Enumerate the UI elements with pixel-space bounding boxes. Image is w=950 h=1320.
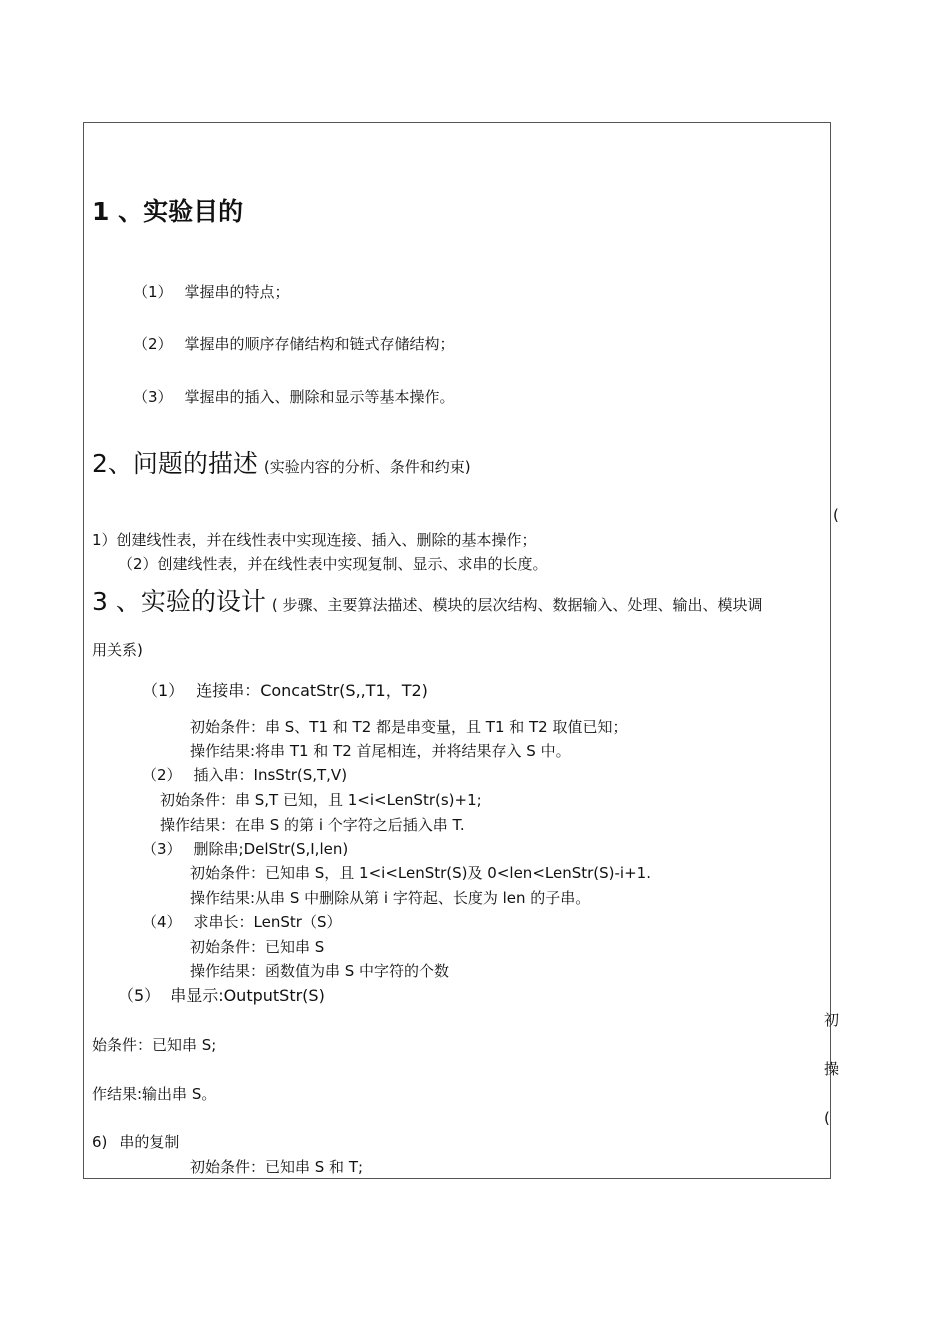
op4-result: 操作结果：函数值为串 S 中字符的个数	[190, 962, 450, 980]
op1-title: （1） 连接串：ConcatStr(S,,T1，T2)	[142, 681, 428, 700]
margin-fragment-chu: 初	[824, 1011, 840, 1029]
s2-line-1: 1）创建线性表，并在线性表中实现连接、插入、删除的基本操作；	[92, 531, 537, 549]
margin-fragment-paren-2: (	[824, 1109, 830, 1127]
op1-result: 操作结果:将串 T1 和 T2 首尾相连，并将结果存入 S 中。	[190, 742, 571, 760]
op4-condition: 初始条件：已知串 S	[190, 938, 325, 956]
op4-title: （4） 求串长：LenStr（S）	[142, 913, 342, 931]
s1-item-1: （1） 掌握串的特点；	[133, 283, 290, 301]
op3-result: 操作结果:从串 S 中删除从第 i 字符起、长度为 len 的子串。	[190, 889, 591, 907]
op5-result: 作结果:输出串 S。	[92, 1085, 217, 1103]
op5-title: （5） 串显示:OutputStr(S)	[118, 986, 325, 1005]
section-1-heading: 1 、实验目的	[92, 197, 244, 226]
margin-fragment-cao: 操	[824, 1060, 840, 1078]
s1-item-2: （2） 掌握串的顺序存储结构和链式存储结构；	[133, 335, 455, 353]
op6-title: 6) 串的复制	[92, 1133, 180, 1151]
section-3-heading: 3 、实验的设计 ( 步骤、主要算法描述、模块的层次结构、数据输入、处理、输出、模块调	[92, 587, 763, 616]
op3-title: （3） 删除串;DelStr(S,I,len)	[142, 840, 349, 858]
section-2-heading: 2、问题的描述 (实验内容的分析、条件和约束)	[92, 449, 471, 478]
margin-fragment-paren-1: (	[833, 506, 839, 524]
section-3-subheading-cont: 用关系)	[92, 641, 143, 659]
op2-result: 操作结果：在串 S 的第 i 个字符之后插入串 T.	[160, 816, 465, 834]
s1-item-3: （3） 掌握串的插入、删除和显示等基本操作。	[133, 388, 455, 406]
op6-condition: 初始条件：已知串 S 和 T;	[190, 1158, 364, 1176]
s2-line-2: （2）创建线性表，并在线性表中实现复制、显示、求串的长度。	[118, 555, 548, 573]
op3-condition: 初始条件：已知串 S，且 1<i<LenStr(S)及 0<len<LenStr(S)-i+1.	[190, 864, 651, 882]
op5-condition: 始条件：已知串 S;	[92, 1036, 217, 1054]
document-frame	[83, 122, 831, 1179]
op1-condition: 初始条件：串 S、T1 和 T2 都是串变量，且 T1 和 T2 取值已知；	[190, 718, 628, 736]
op2-condition: 初始条件：串 S,T 已知，且 1<i<LenStr(s)+1;	[160, 791, 482, 809]
op2-title: （2） 插入串：InsStr(S,T,V)	[142, 766, 348, 784]
